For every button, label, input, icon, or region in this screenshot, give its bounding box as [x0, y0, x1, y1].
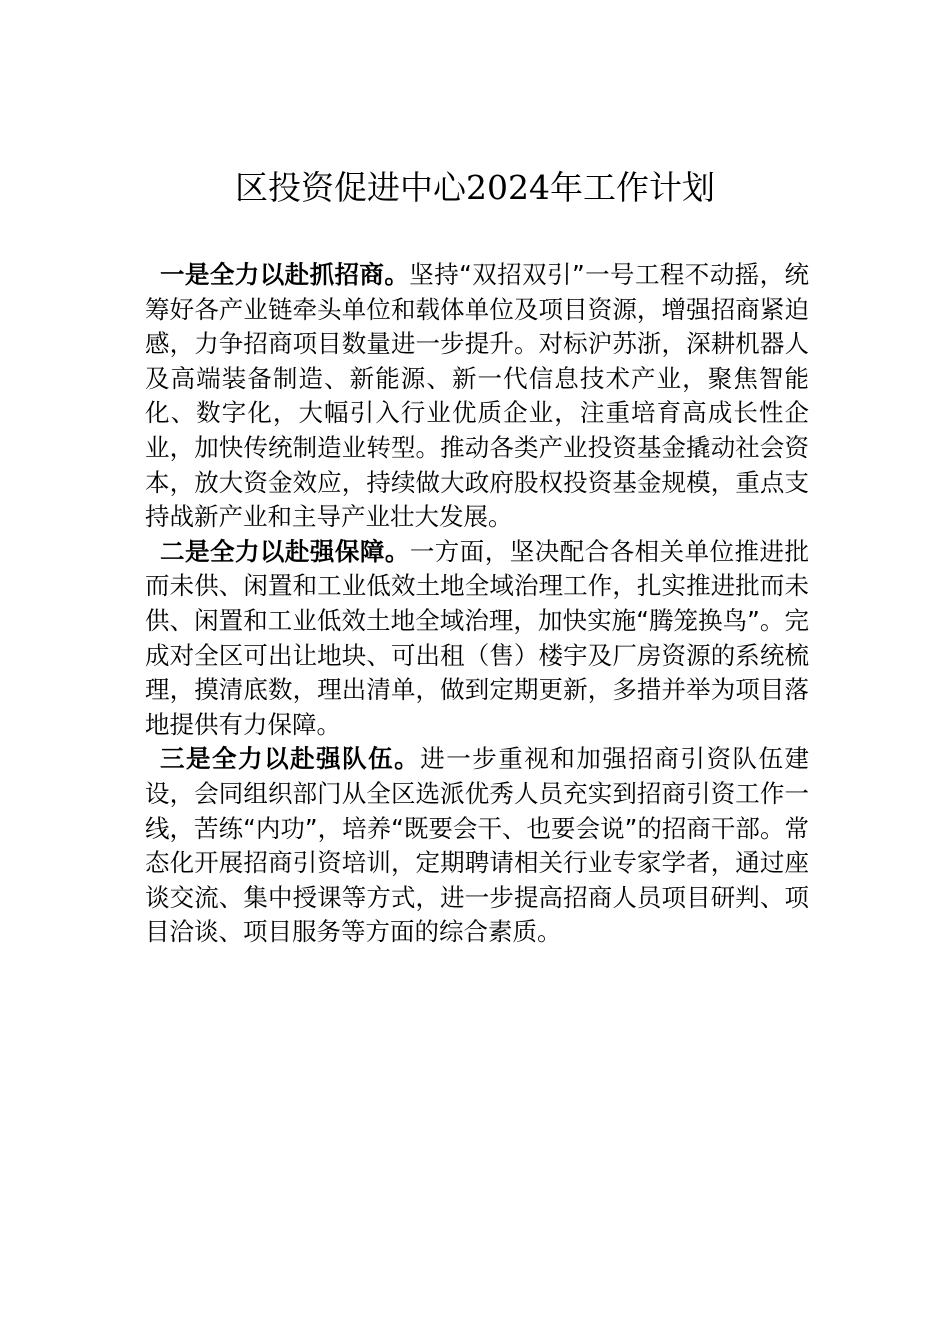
- paragraph-team: [145, 742, 809, 950]
- paragraph-lead: 一是全力以赴抓招商。: [160, 260, 410, 289]
- document-body: [145, 258, 809, 950]
- paragraph-recruitment: [145, 258, 809, 535]
- paragraph-text: 进一步重视和加强招商引资队伍建设，会同组织部门从全区选派优秀人员充实到招商引资工作一线，苦练“内功”，培养“既要会干、也要会说”的招商干部。常态化开展招商引资培训，定期聘请相关行业专家学者，通过座谈交流、集中授课等方式，进一步提高招商人员项目研判、项目洽谈、项目服务等方面的综合素质。: [145, 744, 810, 947]
- paragraph-text: 一方面，坚决配合各相关单位推进批而未供、闲置和工业低效土地全域治理工作，扎实推进批而未供、闲置和工业低效土地全域治理，加快实施“腾笼换鸟”。完成对全区可出让地块、可出租（售）楼宇及厂房资源的系统梳理，摸清底数，理出清单，做到定期更新，多措并举为项目落地提供有力保障。: [145, 536, 810, 739]
- paragraph-lead: 二是全力以赴强保障。: [160, 536, 410, 566]
- paragraph-text: 坚持“双招双引”一号工程不动摇，统筹好各产业链牵头单位和载体单位及项目资源，增强招商紧迫感，力争招商项目数量进一步提升。对标沪苏浙，深耕机器人及高端装备制造、新能源、新一代信息技术产业，聚焦智能化、数字化，大幅引入行业优质企业，注重培育高成长性企业，加快传统制造业转型。推动各类产业投资基金撬动社会资本，放大资金效应，持续做大政府股权投资基金规模，重点支持战新产业和主导产业壮大发展。: [145, 260, 810, 532]
- paragraph-guarantee: [145, 535, 809, 743]
- document-title: 区投资促进中心2024年工作计划: [235, 168, 715, 207]
- paragraph-lead: 三是全力以赴强队伍。: [160, 744, 421, 774]
